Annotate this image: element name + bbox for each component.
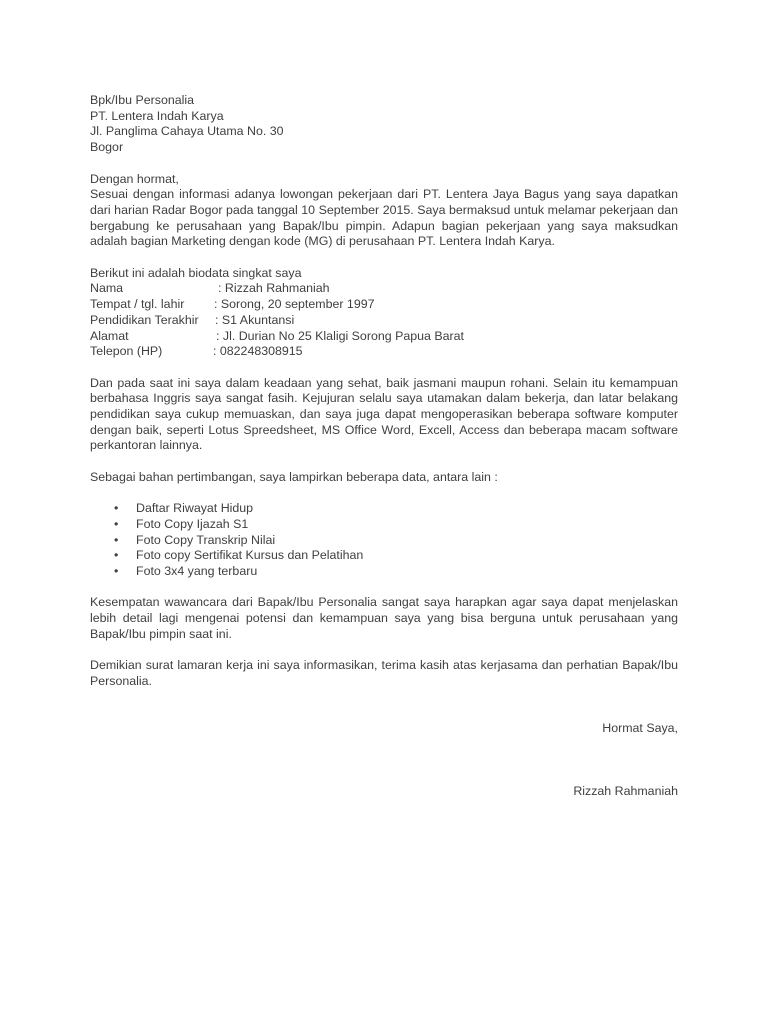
signature-name: Rizzah Rahmaniah [573, 783, 678, 798]
biodata-key: Alamat [90, 328, 129, 343]
biodata-value: : Rizzah Rahmaniah [218, 281, 330, 296]
recipient-city: Bogor [90, 140, 124, 155]
recipient-company: PT. Lentera Indah Karya [90, 108, 224, 123]
biodata-row [90, 281, 678, 297]
signoff: Hormat Saya, [602, 720, 678, 735]
biodata-heading: Berikut ini adalah biodata singkat saya [90, 265, 302, 280]
condition-paragraph: Dan pada saat ini saya dalam keadaan yang sehat, baik jasmani maupun rohani. Selain itu kemampuan berbahasa Inggris saya sangat fasih. Kejujuran selalu saya utamakan dalam bekerja, dan latar belakang pendidikan saya cukup memuaskan, dan saya juga dapat mengoperasikan beberapa software komputer dengan baik, seperti Lotus Spreedsheet, MS Office Word, Excell, Access dan beberapa macam software perkantoran lainnya. [90, 375, 678, 453]
attachments-intro: Sebagai bahan pertimbangan, saya lampirkan beberapa data, antara lain : [90, 469, 498, 484]
list-item [90, 533, 678, 549]
bullet-icon: • [114, 516, 119, 531]
bullet-icon: • [114, 501, 119, 516]
biodata-key: Pendidikan Terakhir [90, 312, 199, 327]
recipient-line: Bpk/Ibu Personalia [90, 93, 195, 107]
salutation: Dengan hormat, [90, 171, 179, 186]
biodata-row [90, 344, 678, 360]
attachment-label: Foto copy Sertifikat Kursus dan Pelatihan [136, 548, 364, 563]
intro-paragraph: Sesuai dengan informasi adanya lowongan pekerjaan dari PT. Lentera Jaya Bagus yang saya dapatkan dari harian Radar Bogor pada tanggal 10 September 2015. Saya bermaksud untuk melamar pekerjaan dan bergabung ke perusahaan yang Bapak/Ibu pimpin. Adapun bagian pekerjaan yang saya maksudkan adalah bagian Marketing dengan kode (MG) di perusahaan PT. Lentera Indah Karya. [90, 187, 678, 249]
attachment-label: Foto Copy Ijazah S1 [136, 516, 249, 531]
attachments-list [90, 501, 678, 580]
biodata-value: : Sorong, 20 september 1997 [214, 297, 375, 312]
biodata-row [90, 313, 678, 329]
biodata-key: Nama [90, 281, 124, 296]
attachment-label: Daftar Riwayat Hidup [136, 501, 254, 516]
biodata-row [90, 297, 678, 313]
list-item [90, 501, 678, 517]
list-item [90, 517, 678, 533]
closing-paragraph: Demikian surat lamaran kerja ini saya informasikan, terima kasih atas kerjasama dan perhatian Bapak/Ibu Personalia. [90, 658, 678, 688]
biodata-section [90, 266, 678, 360]
biodata-value: : Jl. Durian No 25 Klaligi Sorong Papua Barat [216, 328, 464, 343]
biodata-row [90, 329, 678, 345]
biodata-value: : S1 Akuntansi [215, 312, 295, 327]
letter-page [90, 93, 678, 799]
bullet-icon: • [114, 532, 119, 547]
recipient-address [90, 93, 678, 156]
list-item [90, 564, 678, 580]
attachment-label: Foto 3x4 yang terbaru [136, 564, 258, 579]
biodata-key: Telepon (HP) [90, 344, 163, 359]
interview-paragraph: Kesempatan wawancara dari Bapak/Ibu Personalia sangat saya harapkan agar saya dapat menjelaskan lebih detail lagi mengenai potensi dan kemampuan saya yang bisa berguna untuk perusahaan yang Bapak/Ibu pimpin saat ini. [90, 595, 678, 641]
biodata-value: : 082248308915 [213, 344, 303, 359]
list-item [90, 548, 678, 564]
bullet-icon: • [114, 548, 119, 563]
attachment-label: Foto Copy Transkrip Nilai [136, 532, 276, 547]
biodata-key: Tempat / tgl. lahir [90, 297, 185, 312]
bullet-icon: • [114, 564, 119, 579]
recipient-street: Jl. Panglima Cahaya Utama No. 30 [90, 124, 284, 139]
